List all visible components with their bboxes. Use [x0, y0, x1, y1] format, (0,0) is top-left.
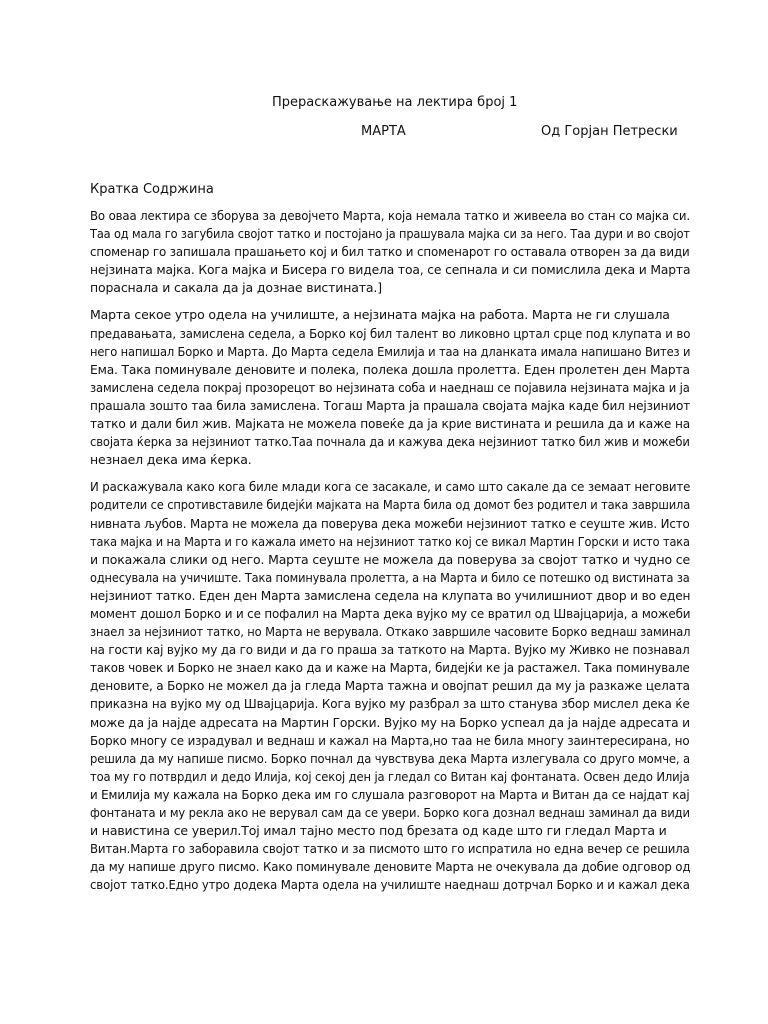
- text-line: и покажала слики од него. Марта сеуште не можела да поверува за својот татко и чудно се: [90, 551, 690, 567]
- paragraph: [90, 306, 690, 469]
- text-line: незнаел дека има ќерка.: [90, 452, 252, 468]
- text-line: фонтаната и му рекла ако не верувал сам да се увери. Борко кога дознал веднаш заминал да види: [90, 805, 690, 820]
- text-line: знаел за нејзиниот татко, но Марта не верувала. Откако завршиле часовите Борко веднаш заминал: [90, 624, 691, 640]
- text-line: својот татко.Едно утро додека Марта одела на училиште наеднаш дотрчал Борко и и кажал дека: [90, 877, 690, 893]
- text-line: може да ја најде адресата на Мартин Горски. Вујко му на Борко успеал да ја најде адресата и: [90, 714, 690, 730]
- text-line: татко и дали бил жив. Мајката не можела повеќе да ја крие вистината и решила да и каже на: [90, 416, 691, 432]
- text-line: деновите, а Борко не можел да ја гледа Марта тажна и овојпат решил да му ја разкаже целата: [90, 678, 690, 694]
- text-line: Во оваа лектира се зборува за девојчето Марта, која немала татко и живеела во стан со мајка си.: [90, 208, 690, 223]
- paragraph: [90, 478, 690, 894]
- text-line: споменар го запишала прашањето кој и бил татко и споменарот го оставала отворен за да види: [90, 244, 690, 260]
- text-line: предавањата, замислена седела, а Борко кој бил талент во ликовно цртал срце под клупата и во: [90, 325, 691, 341]
- text-line: да му напише друго писмо. Како поминувале деновите Марта не очекувала да добие одговор од: [90, 859, 691, 875]
- text-line: Марта секое утро одела на училиште, а нејзината мајка на работа. Марта не ги слушала: [90, 307, 670, 323]
- text-line: тоа му го потврдил и дедо Илија, кој секој ден ја гледал со Витан кај фонтаната. Освен дедо Илија: [90, 768, 690, 784]
- document-heading: Прераскажување на лектира број 1: [272, 95, 518, 110]
- text-line: пораснала и сакала да ја дознае вистината.]: [90, 280, 382, 296]
- text-line: нејзиниот татко. Еден ден Марта замислена седела на клупата во училишниот двор и во еден: [90, 587, 691, 603]
- paragraph: [90, 207, 690, 297]
- text-line: својата ќерка за нејзиниот татко.Таа почнала да и кажува дека нејзиниот татко бил жив и можеби: [90, 434, 690, 450]
- summary-heading: Кратка Содржина: [90, 182, 214, 197]
- text-line: Ема. Така поминувале деновите и полека, полека дошла пролетта. Еден пролетен ден Марта: [90, 361, 690, 377]
- author-line: Од Горјан Петрески: [541, 124, 678, 139]
- text-line: И раскажувала како кога биле млади кога се засакале, и само што сакале да се земаат неговите: [90, 479, 691, 495]
- text-line: Таа од мала го загубила својот татко и постојано ја прашувала мајка си за него. Таа дури и во својот: [90, 226, 690, 242]
- document-body: [90, 207, 690, 903]
- text-line: Борко многу се израдувал и веднаш и кажал на Марта,но таа не била многу заинтересирана, но: [90, 732, 690, 748]
- text-line: момент дошол Борко и и се пофалил на Марта дека вујко му се вратил од Швајцарија, а можеби: [90, 605, 691, 621]
- text-line: нејзината мајка. Кога мајка и Бисера го видела тоа, се сепнала и си помислила дека и Марта: [90, 262, 691, 278]
- text-line: решила да му напише писмо. Борко почнал да чувствува дека Марта излегувала со друго момче, а: [90, 750, 690, 766]
- text-line: приказна на вујко му од Швајцарија. Кога вујко му разбрал за што станува збор мислел дека ќе: [90, 696, 690, 712]
- text-line: и навистина се уверил.Тој имал тајно место под брезата од каде што ги гледал Марта и: [90, 823, 667, 839]
- text-line: родители се спротивставиле бидејќи мајката на Марта била од домот без родител и така завршила: [90, 497, 691, 513]
- text-line: и Емилија му кажала на Борко дека им го слушала разговорот на Марта и Витан да се најдат кај: [90, 786, 690, 802]
- text-line: така мајка и на Марта и го кажала името на нејзиниот татко кој се викал Мартин Горски и исто така: [90, 533, 690, 549]
- text-line: замислена седела покрај прозорецот во нејзината соба и наеднаш се појавила нејзината мајка и ја: [90, 379, 690, 395]
- text-line: прашала зошто таа била замислена. Тогаш Марта ја прашала својата мајка каде бил нејзиниот: [90, 397, 691, 413]
- text-line: нивната љубов. Марта не можела да поверува дека можеби нејзиниот татко е сеуште жив. Исто: [90, 515, 690, 531]
- book-title: МАРТА: [361, 124, 406, 139]
- text-line: однесувала на учичиште. Така поминувала пролетта, а на Марта и било се потешко од вистината за: [90, 569, 690, 585]
- text-line: него напишал Борко и Марта. До Марта седела Емилија и таа на дланката имала напишано Витез и: [90, 343, 691, 359]
- text-line: Витан.Марта го заборавила својот татко и за писмото што го испратила но една вечер се решила: [90, 841, 690, 857]
- text-line: таков човек и Борко не знаел како да и каже на Марта, бидејќи ке ја растажел. Така поминувале: [90, 660, 690, 676]
- text-line: на гости кај вујко му да го види и да го праша за таткото на Марта. Вујко му Живко не познавал: [90, 642, 690, 658]
